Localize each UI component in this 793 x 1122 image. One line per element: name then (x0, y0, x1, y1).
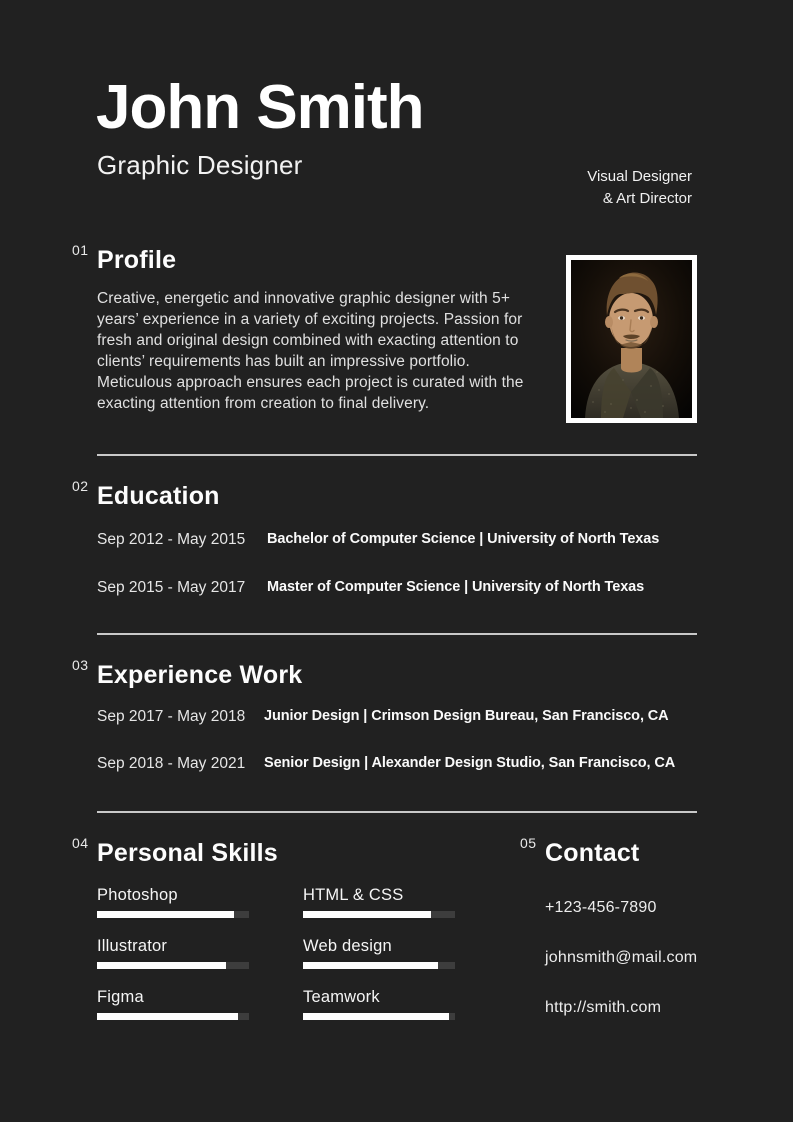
contact-email: johnsmith@mail.com (545, 949, 698, 966)
profile-photo (566, 255, 697, 423)
experience-row (97, 708, 737, 728)
experience-dates: Sep 2018 - May 2021 (97, 755, 246, 772)
person-name: John Smith (96, 73, 424, 142)
section-heading-experience (72, 657, 303, 690)
skill-progress-bar (97, 1013, 249, 1020)
section-title-contact: Contact (545, 839, 640, 867)
section-title-experience: Experience Work (97, 661, 303, 689)
education-dates: Sep 2012 - May 2015 (97, 531, 246, 548)
section-heading-skills (72, 835, 278, 868)
section-divider (97, 633, 697, 635)
education-dates: Sep 2015 - May 2017 (97, 579, 246, 596)
skill-progress-fill (303, 1013, 449, 1020)
skill-label: Photoshop (97, 886, 178, 904)
skill-progress-bar (303, 1013, 455, 1020)
education-row (97, 531, 737, 551)
skill-progress-fill (97, 911, 234, 918)
section-title-education: Education (97, 482, 220, 510)
section-heading-contact (520, 835, 640, 868)
section-number-education: 02 (72, 478, 89, 494)
skill-progress-bar (97, 962, 249, 969)
experience-row (97, 755, 737, 775)
experience-position: Senior Design | Alexander Design Studio, San Francisco, CA (264, 755, 676, 771)
experience-position: Junior Design | Crimson Design Bureau, San Francisco, CA (264, 708, 669, 724)
side-role (587, 166, 692, 209)
portrait-illustration (571, 260, 692, 418)
skill-label: Teamwork (303, 988, 380, 1006)
section-divider (97, 454, 697, 456)
section-heading-education (72, 478, 220, 511)
section-number-skills: 04 (72, 835, 89, 851)
contact-website: http://smith.com (545, 999, 662, 1016)
section-number-profile: 01 (72, 242, 89, 258)
skill-progress-bar (303, 911, 455, 918)
section-number-contact: 05 (520, 835, 537, 851)
job-title: Graphic Designer (97, 150, 303, 180)
skill-label: HTML & CSS (303, 886, 404, 904)
contact-phone: +123-456-7890 (545, 899, 657, 916)
section-title-skills: Personal Skills (97, 839, 278, 867)
side-role-line2: & Art Director (602, 189, 692, 207)
education-degree: Master of Computer Science | University of North Texas (267, 579, 645, 595)
skill-label: Illustrator (97, 937, 168, 955)
section-number-experience: 03 (72, 657, 89, 673)
skill-progress-fill (303, 911, 431, 918)
education-row (97, 579, 737, 599)
skill-progress-fill (303, 962, 438, 969)
skill-label: Web design (303, 937, 392, 955)
skill-progress-bar (97, 911, 249, 918)
education-degree: Bachelor of Computer Science | University of North Texas (267, 531, 660, 547)
side-role-line1: Visual Designer (587, 168, 692, 185)
skill-progress-fill (97, 962, 226, 969)
skill-progress-bar (303, 962, 455, 969)
skill-progress-fill (97, 1013, 238, 1020)
skill-label: Figma (97, 988, 144, 1006)
experience-dates: Sep 2017 - May 2018 (97, 708, 246, 725)
section-heading-profile (72, 242, 177, 275)
section-divider (97, 811, 697, 813)
section-title-profile: Profile (97, 246, 177, 274)
profile-summary-text: Creative, energetic and innovative graphic designer with 5+ years’ experience in a variety of exciting projects. Passion for fresh and original design combined with exacting attention to clients’ requirements has built an impressive portfolio. Meticulous approach ensures each project is curated with the exacting attention from creation to final delivery. (97, 290, 524, 412)
